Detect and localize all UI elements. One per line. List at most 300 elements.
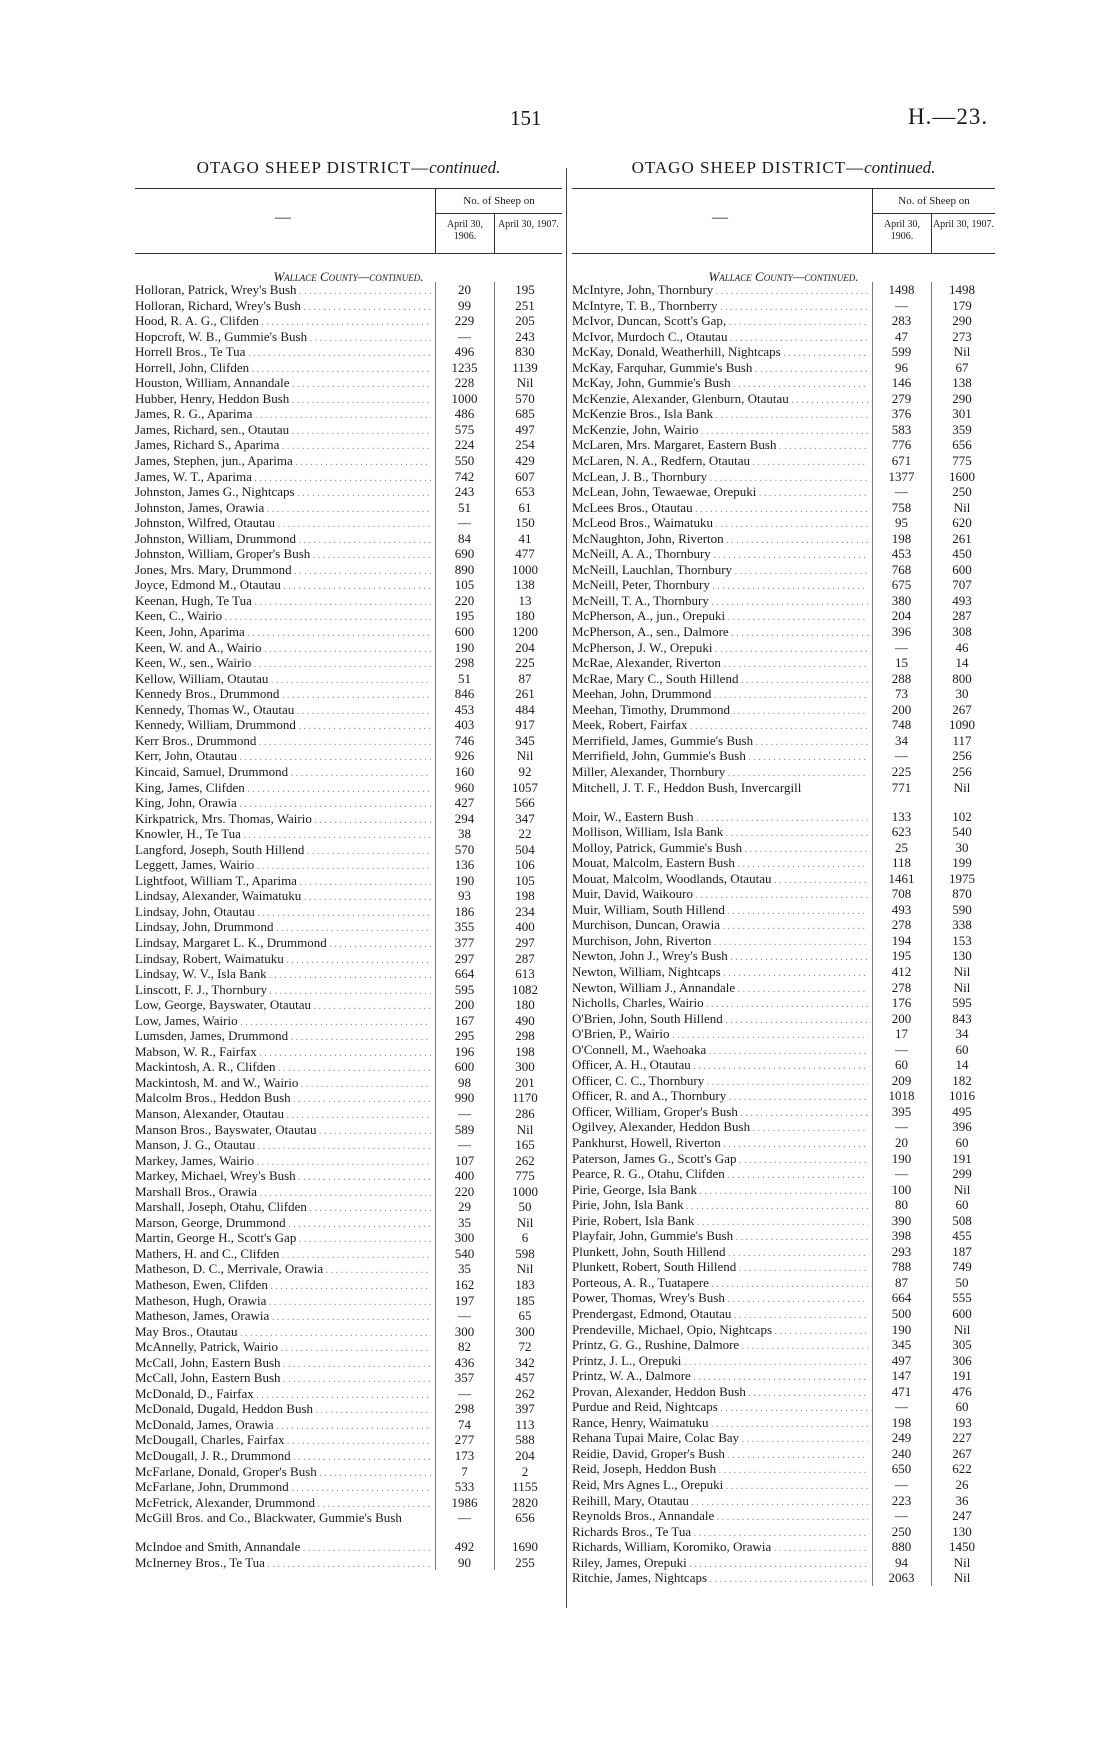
table-row [135, 624, 562, 640]
sheep-1906: 96 [895, 359, 908, 375]
sheep-1906: — [458, 1137, 471, 1153]
sheep-1906: 240 [891, 1445, 912, 1461]
owner-name: Hopcroft, W. B., Gummie's Bush . . . [135, 329, 431, 347]
sheep-1907: Nil [516, 1121, 534, 1137]
sheep-1907: 14 [955, 1057, 969, 1073]
owner-name: Printz, W. A., Dalmore . . . [572, 1368, 868, 1386]
table-row [135, 904, 562, 920]
table-row [572, 484, 995, 500]
sheep-1906: 195 [891, 948, 912, 964]
sheep-1907: 138 [952, 375, 972, 391]
sheep-1907: 1975 [949, 870, 975, 886]
sheep-1907: 30 [955, 686, 969, 702]
table-row [572, 980, 995, 996]
table-row [572, 608, 995, 624]
owner-name: McNeill, Peter, Thornbury . . . [572, 577, 868, 595]
sheep-1906: 220 [454, 592, 475, 608]
sheep-1907: 477 [515, 546, 535, 562]
owner-name: Lightfoot, William T., Aparima . . . [135, 873, 431, 891]
owner-name: James, W. T., Aparima . . . [135, 469, 431, 487]
owner-name: Printz, G. G., Rushine, Dalmore . . . [572, 1337, 868, 1355]
owner-name: Reidie, David, Groper's Bush . . . [572, 1446, 868, 1464]
owner-name: Pirie, John, Isla Bank . . . [572, 1197, 868, 1215]
sheep-1906: 400 [454, 1168, 475, 1184]
sheep-1906: 533 [454, 1479, 475, 1495]
owner-name: Rance, Henry, Waimatuku . . . [572, 1415, 868, 1433]
sheep-1907: 800 [952, 670, 972, 686]
right-section-title: Wallace County—continued. [708, 269, 859, 284]
table-row [572, 1539, 995, 1555]
sheep-1907: 306 [952, 1352, 972, 1368]
sheep-1907: 347 [515, 810, 535, 826]
sheep-1906: 675 [891, 577, 912, 593]
sheep-1907: 26 [955, 1477, 969, 1493]
table-row [135, 282, 562, 298]
table-row [572, 764, 995, 780]
owner-name: McLaren, N. A., Redfern, Otautau . . . [572, 453, 868, 471]
table-row [572, 1011, 995, 1027]
table-row [572, 1166, 995, 1182]
sheep-1906: 293 [891, 1243, 912, 1259]
table-row [572, 531, 995, 547]
sheep-1907: 92 [518, 763, 532, 779]
owner-name: Officer, A. H., Otautau . . . [572, 1057, 868, 1075]
table-row [135, 1417, 562, 1433]
sheep-1907: 656 [952, 437, 972, 453]
sheep-1907: 830 [515, 344, 535, 360]
sheep-1906: 288 [891, 670, 912, 686]
sheep-1906: 600 [454, 1059, 475, 1075]
table-row [572, 1461, 995, 1477]
sheep-1906: 1018 [888, 1088, 915, 1104]
table-row [135, 546, 562, 562]
table-row [135, 453, 562, 469]
table-row [135, 873, 562, 889]
owner-name: Holloran, Richard, Wrey's Bush . . . [135, 298, 431, 316]
sheep-1906: 355 [454, 919, 475, 935]
table-row [572, 1244, 995, 1260]
table-row [135, 686, 562, 702]
owner-name: Miller, Alexander, Thornbury . . . [572, 764, 868, 782]
sheep-1907: 247 [952, 1508, 972, 1524]
sheep-1906: 204 [891, 608, 912, 624]
right-year2-header: April 30, 1907. [931, 213, 995, 253]
owner-name: McPherson, J. W., Orepuki . . . [572, 640, 868, 658]
table-row [572, 453, 995, 469]
sheep-1906: — [895, 1166, 908, 1182]
owner-name: McDonald, Dugald, Heddon Bush . . . [135, 1401, 431, 1419]
sheep-1907: 117 [952, 732, 972, 748]
sheep-1906: 107 [454, 1152, 475, 1168]
sheep-1906: 190 [891, 1150, 912, 1166]
sheep-1906: 190 [891, 1321, 912, 1337]
table-row [572, 1290, 995, 1306]
table-row [135, 1308, 562, 1324]
sheep-1907: 165 [515, 1137, 535, 1153]
owner-name: Reihill, Mary, Otautau . . . [572, 1493, 868, 1511]
table-row [135, 1215, 562, 1231]
owner-name: Newton, William, Nightcaps . . . [572, 964, 868, 982]
sheep-1907: 102 [952, 808, 972, 824]
sheep-1906: 357 [454, 1370, 475, 1386]
table-row [135, 1539, 562, 1555]
sheep-1907: 150 [515, 515, 535, 531]
table-row [135, 919, 562, 935]
sheep-1906: 197 [454, 1292, 475, 1308]
table-row [135, 1555, 562, 1571]
owner-name: Keen, W., sen., Wairio . . . [135, 655, 431, 673]
owner-name: Moir, W., Eastern Bush . . . [572, 809, 868, 827]
table-row [572, 469, 995, 485]
sheep-1907: 300 [515, 1323, 535, 1339]
owner-name: McCall, John, Eastern Bush . . . [135, 1370, 431, 1388]
sheep-1907: 1450 [949, 1539, 975, 1555]
table-row [572, 995, 995, 1011]
owner-name: Ogilvey, Alexander, Heddon Bush . . . [572, 1119, 868, 1137]
right-name-col-dash: — [712, 209, 728, 226]
table-row [135, 1277, 562, 1293]
sheep-1907: 191 [952, 1368, 972, 1384]
table-row [135, 1168, 562, 1184]
owner-name: Manson, J. G., Otautau . . . [135, 1137, 431, 1155]
sheep-1907: 6 [521, 1230, 529, 1246]
table-row [135, 1184, 562, 1200]
right-rows [572, 282, 995, 1586]
owner-name: Muir, David, Waikouro . . . [572, 886, 868, 904]
sheep-1906: 599 [891, 344, 912, 360]
owner-name: Murchison, John, Riverton . . . [572, 933, 868, 951]
left-column-header [135, 188, 562, 254]
sheep-1907: 429 [515, 453, 535, 469]
owner-name: Marson, George, Drummond . . . [135, 1215, 431, 1233]
sheep-1906: — [895, 1477, 908, 1493]
table-row [572, 933, 995, 949]
sheep-1906: — [895, 1119, 908, 1135]
table-row [572, 375, 995, 391]
owner-name: McNaughton, John, Riverton . . . [572, 531, 868, 549]
table-row [572, 1477, 995, 1493]
sheep-1906: 17 [895, 1026, 908, 1042]
table-row [135, 1122, 562, 1138]
owner-name: Richards, William, Koromiko, Orawia . . . [572, 1539, 868, 1557]
sheep-1907: 60 [955, 1041, 969, 1057]
sheep-1907: 183 [515, 1277, 535, 1292]
table-row [135, 515, 562, 531]
sheep-1907: 1016 [949, 1088, 975, 1104]
sheep-1907: 1498 [949, 282, 975, 297]
owner-name: Officer, R. and A., Thornbury . . . [572, 1088, 868, 1106]
owner-name: McFarlane, John, Drummond . . . [135, 1479, 431, 1497]
sheep-1906: 650 [891, 1461, 912, 1477]
owner-name: McKenzie, John, Wairio . . . [572, 422, 868, 440]
sheep-1906: 1498 [888, 282, 915, 297]
sheep-1906: 146 [891, 375, 912, 391]
owner-name: Kirkpatrick, Mrs. Thomas, Wairio . . . [135, 811, 431, 829]
table-row [572, 406, 995, 422]
sheep-1906: 277 [454, 1432, 475, 1448]
sheep-1907: 305 [952, 1337, 972, 1353]
sheep-1906: — [458, 1308, 471, 1324]
sheep-1906: — [458, 328, 471, 344]
sheep-1907: 595 [952, 995, 972, 1011]
sheep-1906: 298 [454, 655, 475, 671]
owner-name: James, Richard, sen., Otautau . . . [135, 422, 431, 440]
owner-name: Johnston, William, Drummond . . . [135, 531, 431, 549]
sheep-1906: 243 [454, 484, 475, 500]
table-row [135, 469, 562, 485]
sheep-1907: 65 [518, 1308, 532, 1324]
column-divider [566, 168, 567, 1608]
sheep-1906: 403 [454, 717, 475, 733]
table-row [135, 1339, 562, 1355]
left-year2-header: April 30, 1907. [494, 213, 562, 253]
sheep-1907: 256 [952, 748, 972, 764]
owner-name: May Bros., Otautau . . . [135, 1324, 431, 1342]
sheep-1907: 50 [518, 1199, 532, 1215]
table-row [135, 1448, 562, 1464]
sheep-1907: 457 [515, 1370, 535, 1386]
table-row [135, 298, 562, 314]
owner-name: Muir, William, South Hillend . . . [572, 902, 868, 920]
owner-name: Provan, Alexander, Heddon Bush . . . [572, 1384, 868, 1402]
table-row [135, 391, 562, 407]
table-row [572, 360, 995, 376]
sheep-1907: 250 [952, 484, 972, 500]
table-row [135, 888, 562, 904]
owner-name: Kincaid, Samuel, Drummond . . . [135, 764, 431, 782]
sheep-1906: 283 [891, 313, 912, 329]
sheep-1907: 287 [952, 608, 972, 624]
table-row [572, 1399, 995, 1415]
table-row [135, 1090, 562, 1106]
sheep-1907: 60 [955, 1134, 969, 1150]
owner-name: Johnston, Wilfred, Otautau . . . [135, 515, 431, 533]
sheep-1907: 201 [515, 1074, 535, 1090]
table-row [572, 733, 995, 749]
table-row [572, 671, 995, 687]
table-row [572, 824, 995, 840]
sheep-1907: 450 [952, 546, 972, 562]
sheep-1906: 690 [454, 546, 475, 562]
owner-name: Houston, William, Annandale . . . [135, 375, 431, 393]
sheep-1906: — [895, 1399, 908, 1415]
sheep-1907: 193 [952, 1414, 972, 1430]
table-row [135, 562, 562, 578]
sheep-1906: 1461 [888, 870, 915, 886]
sheep-1906: 295 [454, 1028, 475, 1044]
table-row [135, 1106, 562, 1122]
left-heading [135, 158, 562, 188]
sheep-1907: 1170 [512, 1090, 538, 1106]
sheep-1906: 298 [454, 1401, 475, 1417]
table-row [572, 964, 995, 980]
sheep-1907: 299 [952, 1166, 972, 1182]
sheep-1906: 94 [895, 1554, 908, 1570]
sheep-1907: 775 [952, 453, 972, 469]
table-row [572, 855, 995, 871]
table-row [572, 1057, 995, 1073]
sheep-1907: 1000 [512, 1183, 538, 1199]
owner-name: Prendeville, Michael, Opio, Nightcaps . . . [572, 1322, 868, 1340]
sheep-1906: 93 [458, 888, 471, 904]
owner-name: McDonald, D., Fairfax . . . [135, 1386, 431, 1404]
table-row [572, 1259, 995, 1275]
sheep-1906: 60 [895, 1057, 908, 1073]
sheep-1906: 492 [454, 1539, 475, 1555]
sheep-1906: 194 [891, 932, 912, 948]
sheep-1907: 508 [952, 1212, 972, 1228]
sheep-1906: 297 [454, 950, 475, 966]
table-row [135, 795, 562, 811]
owner-name: McPherson, A., sen., Dalmore . . . [572, 624, 868, 642]
table-row [572, 593, 995, 609]
owner-name: James, Stephen, jun., Aparima . . . [135, 453, 431, 471]
sheep-1906: 600 [454, 624, 475, 640]
right-column-header [572, 188, 995, 254]
table-row [135, 1137, 562, 1153]
table-row [135, 1464, 562, 1480]
sheep-1906: 583 [891, 421, 912, 437]
table-row [135, 1495, 562, 1511]
owner-name: McNeill, A. A., Thornbury . . . [572, 546, 868, 564]
owner-name: Jones, Mrs. Mary, Drummond . . . [135, 562, 431, 580]
sheep-1906: 118 [891, 855, 912, 871]
owner-name: Printz, J. L., Orepuki . . . [572, 1353, 868, 1371]
owner-name: Lindsay, Alexander, Waimatuku . . . [135, 888, 431, 906]
sheep-1907: 60 [955, 1197, 969, 1213]
owner-name: Markey, James, Wairio . . . [135, 1153, 431, 1171]
sheep-1907: 204 [515, 639, 535, 655]
sheep-1907: 105 [515, 872, 535, 888]
table-row [572, 640, 995, 656]
table-row [135, 966, 562, 982]
sheep-1907: Nil [516, 375, 534, 391]
table-row [572, 1322, 995, 1338]
sheep-1906: 20 [458, 282, 471, 297]
sheep-1906: 200 [454, 997, 475, 1013]
sheep-1907: 1139 [512, 359, 538, 375]
sheep-1906: 229 [454, 313, 475, 329]
sheep-1906: 51 [458, 499, 471, 515]
owner-name: Power, Thomas, Wrey's Bush . . . [572, 1290, 868, 1308]
owner-name: Joyce, Edmond M., Otautau . . . [135, 577, 431, 595]
sheep-1906: 249 [891, 1430, 912, 1446]
table-row [572, 1182, 995, 1198]
sheep-1907: 707 [952, 577, 972, 593]
sheep-1906: 73 [895, 686, 908, 702]
table-row [572, 562, 995, 578]
sheep-1907: 255 [515, 1554, 535, 1570]
owner-name: Kerr Bros., Drummond . . . [135, 733, 431, 751]
sheep-1906: 176 [891, 995, 912, 1011]
owner-name: McIvor, Murdoch C., Otautau . . . [572, 329, 868, 347]
owner-name: McRae, Alexander, Riverton . . . [572, 655, 868, 673]
owner-name: McDonald, James, Orawia . . . [135, 1417, 431, 1435]
sheep-1907: 359 [952, 421, 972, 437]
sheep-1907: 225 [515, 655, 535, 671]
sheep-1906: 278 [891, 917, 912, 933]
sheep-1907: 198 [515, 888, 535, 904]
table-row [572, 1119, 995, 1135]
sheep-1907: 843 [952, 1010, 972, 1026]
right-sheep-group-header: No. of Sheep on [872, 189, 995, 214]
table-row [572, 1353, 995, 1369]
table-row [572, 1151, 995, 1167]
table-row [572, 686, 995, 702]
sheep-1907: Nil [516, 748, 534, 764]
owner-name: Prendergast, Edmond, Otautau . . . [572, 1306, 868, 1324]
sheep-1907: 67 [955, 359, 969, 375]
sheep-1907: 775 [515, 1168, 535, 1184]
table-row [572, 313, 995, 329]
table-row [135, 500, 562, 516]
owner-name: Lindsay, John, Drummond . . . [135, 919, 431, 937]
sheep-1907: 400 [515, 919, 535, 935]
table-row [572, 871, 995, 887]
sheep-1907: 180 [515, 997, 535, 1013]
table-row [135, 1075, 562, 1091]
sheep-1906: 87 [895, 1274, 908, 1290]
table-row [572, 282, 995, 298]
sheep-1907: 267 [952, 1445, 972, 1461]
sheep-1906: 173 [454, 1448, 475, 1464]
owner-name: McNeill, Lauchlan, Thornbury . . . [572, 562, 868, 580]
sheep-1906: 228 [454, 375, 475, 391]
sheep-1907: 261 [952, 530, 972, 546]
sheep-1906: 746 [454, 732, 475, 748]
sheep-1906: — [895, 748, 908, 764]
sheep-1907: 490 [515, 1012, 535, 1028]
owner-name: Merrifield, John, Gummie's Bush . . . [572, 748, 868, 766]
sheep-1907: 1082 [512, 981, 538, 997]
sheep-1907: 1690 [512, 1539, 538, 1555]
sheep-1907: 153 [952, 932, 972, 948]
sheep-1907: 182 [952, 1072, 972, 1088]
owner-name: Johnston, James G., Nightcaps . . . [135, 484, 431, 502]
sheep-1906: 595 [454, 981, 475, 997]
owner-name: Mackintosh, M. and W., Wairio . . . [135, 1075, 431, 1093]
table-row [572, 1228, 995, 1244]
sheep-1907: 588 [515, 1432, 535, 1448]
sheep-1907: 870 [952, 886, 972, 902]
sheep-1907: 600 [952, 561, 972, 577]
sheep-1906: 80 [895, 1197, 908, 1213]
owner-name: Lindsay, Margaret L. K., Drummond . . . [135, 935, 431, 953]
owner-name: Mitchell, J. T. F., Heddon Bush, Invercargill [572, 780, 802, 795]
sheep-1906: 35 [458, 1214, 471, 1230]
sheep-1907: 290 [952, 313, 972, 329]
owner-name: Pirie, Robert, Isla Bank . . . [572, 1213, 868, 1231]
owner-name: Johnston, William, Groper's Bush . . . [135, 546, 431, 564]
sheep-1906: 748 [891, 717, 912, 733]
sheep-1906: 90 [458, 1554, 471, 1570]
table-row [572, 1524, 995, 1540]
sheep-1906: 540 [454, 1245, 475, 1261]
sheep-1906: 100 [891, 1181, 912, 1197]
sheep-1907: 106 [515, 857, 535, 873]
sheep-1907: 130 [952, 948, 972, 964]
owner-name: O'Connell, M., Waehoaka . . . [572, 1042, 868, 1060]
sheep-1907: 34 [955, 1026, 969, 1042]
table-row [135, 484, 562, 500]
sheep-1907: Nil [516, 1214, 534, 1230]
table-row [135, 360, 562, 376]
sheep-1906: 664 [454, 966, 475, 982]
owner-name: Malcolm Bros., Heddon Bush . . . [135, 1090, 431, 1108]
owner-name: McNeill, T. A., Thornbury . . . [572, 593, 868, 611]
owner-name: James, Richard S., Aparima . . . [135, 437, 431, 455]
sheep-1906: 147 [891, 1368, 912, 1384]
